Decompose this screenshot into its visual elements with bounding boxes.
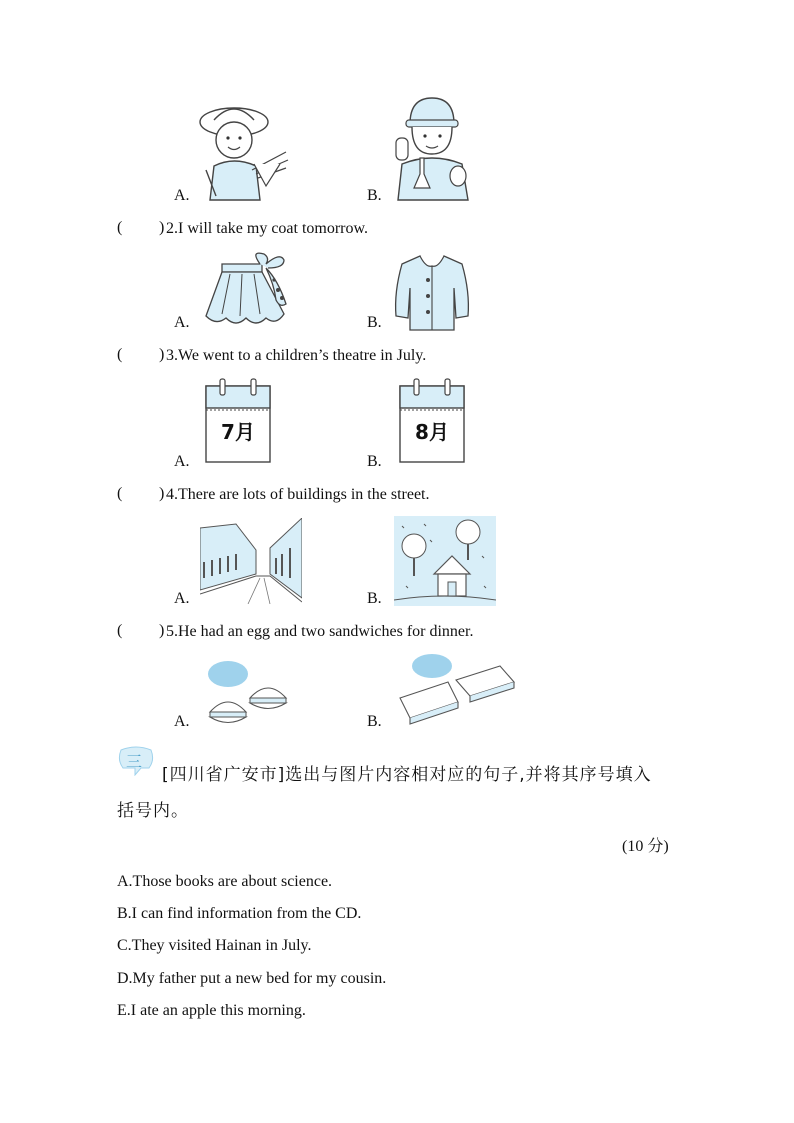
q3-text: 3.We went to a children’s theatre in July. [166,347,427,364]
q4-text: 4.There are lots of buildings in the street. [166,486,430,503]
q3-paren-open[interactable]: ( [117,346,123,363]
farmer-picture [196,100,292,202]
q3-option-b[interactable]: B. [367,453,382,470]
q2-paren-open[interactable]: ( [117,219,123,236]
house-trees-picture [394,516,496,606]
calendar-july-picture [204,378,272,464]
sandwiches-picture [396,652,520,728]
section3-instruction-line1: [四川省广安市]选出与图片内容相对应的句子,并将其序号填入 [162,765,652,785]
section3-score: (10 分) [622,838,669,855]
q4-paren-open[interactable]: ( [117,485,123,502]
q4-option-b[interactable]: B. [367,590,382,607]
q1-option-a[interactable]: A. [174,187,190,204]
q2-paren-close[interactable]: ) [159,219,165,236]
sentence-d: D.My father put a new bed for my cousin. [117,970,387,987]
q4-option-a[interactable]: A. [174,590,190,607]
sentence-c: C.They visited Hainan in July. [117,937,312,954]
q2-option-a[interactable]: A. [174,314,190,331]
calendar-august-picture [398,378,466,464]
calendar-july-label: 7月 [221,420,255,444]
coat-picture [392,252,472,332]
calendar-august-label: 8月 [415,420,449,444]
q5-paren-open[interactable]: ( [117,622,123,639]
q5-text: 5.He had an egg and two sandwiches for dinner. [166,623,474,640]
q1-option-b[interactable]: B. [367,187,382,204]
scientist-picture [390,96,474,202]
sentence-a: A.Those books are about science. [117,873,333,890]
q5-paren-close[interactable]: ) [159,622,165,639]
q3-paren-close[interactable]: ) [159,346,165,363]
q5-option-a[interactable]: A. [174,713,190,730]
q3-option-a[interactable]: A. [174,453,190,470]
q2-text: 2.I will take my coat tomorrow. [166,220,369,237]
q2-option-b[interactable]: B. [367,314,382,331]
hamburgers-picture [204,658,296,728]
sentence-e: E.I ate an apple this morning. [117,1002,306,1019]
section3-instruction-line2: 括号内。 [117,801,189,821]
q5-option-b[interactable]: B. [367,713,382,730]
street-buildings-picture [200,518,302,604]
q4-paren-close[interactable]: ) [159,485,165,502]
section-number-badge [117,746,155,776]
sentence-b: B.I can find information from the CD. [117,905,362,922]
skirt-picture [200,250,294,332]
section-number: 三 [125,752,142,771]
